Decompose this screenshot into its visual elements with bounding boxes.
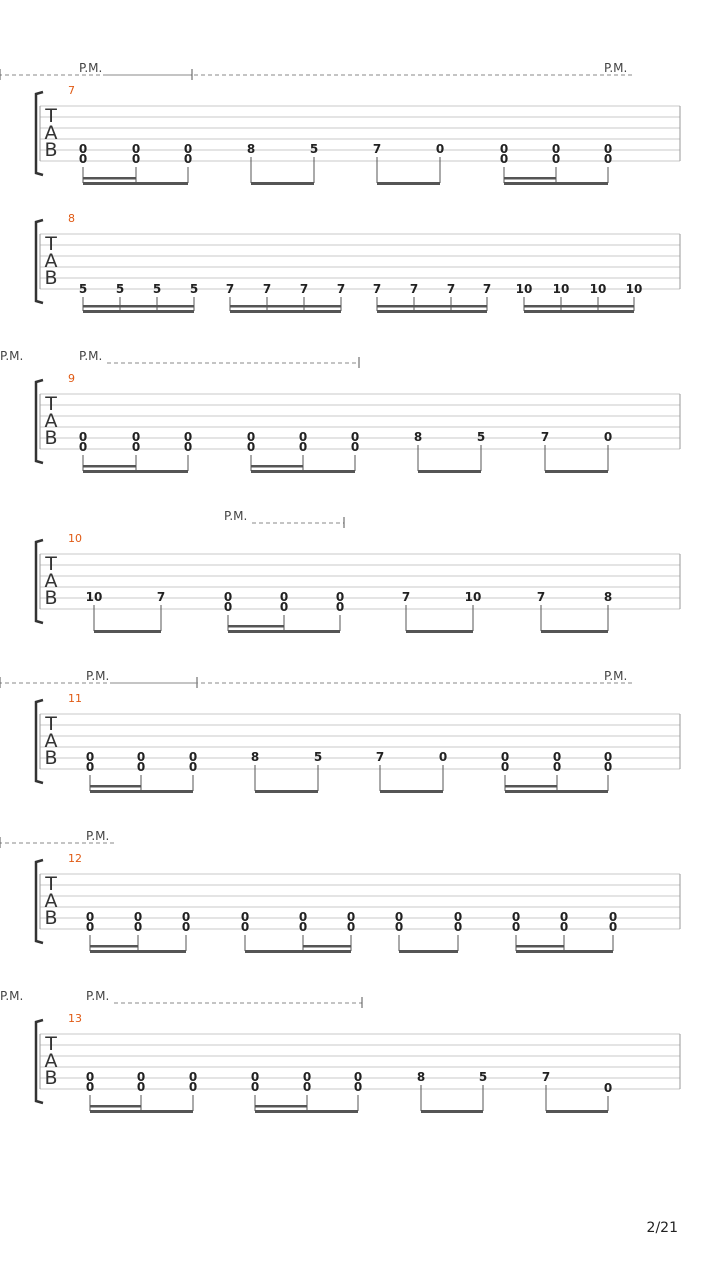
tab-clef-a: A: [44, 730, 58, 752]
fret-number: 8: [250, 750, 260, 764]
fret-number: 0: [133, 920, 143, 934]
fret-number: 0: [223, 590, 233, 604]
beam-secondary: [83, 177, 136, 180]
beam-primary: [504, 182, 608, 185]
tab-clef-t: T: [45, 1033, 57, 1055]
beam-primary: [90, 1110, 193, 1113]
fret-number: 5: [78, 282, 88, 296]
palm-mute-label: P.M.: [0, 989, 24, 1003]
beam-primary: [255, 1110, 358, 1113]
fret-number: 0: [279, 590, 289, 604]
fret-number: 0: [183, 440, 193, 454]
fret-number: 5: [115, 282, 125, 296]
fret-number: 0: [438, 750, 448, 764]
fret-number: 7: [262, 282, 272, 296]
tab-clef-b: B: [44, 427, 58, 449]
tab-clef-b: B: [44, 139, 58, 161]
palm-mute-label: P.M.: [0, 349, 24, 363]
fret-number: 0: [131, 440, 141, 454]
fret-number: 0: [188, 1080, 198, 1094]
fret-number: 7: [446, 282, 456, 296]
fret-number: 7: [482, 282, 492, 296]
tab-clef-t: T: [45, 233, 57, 255]
fret-number: 7: [156, 590, 166, 604]
fret-number: 5: [478, 1070, 488, 1084]
fret-number: 0: [353, 1080, 363, 1094]
fret-number: 8: [246, 142, 256, 156]
fret-number: 0: [552, 760, 562, 774]
fret-number: 0: [350, 430, 360, 444]
fret-number: 10: [589, 282, 607, 296]
fret-number: 0: [298, 430, 308, 444]
beam-primary: [541, 630, 608, 633]
fret-number: 0: [500, 750, 510, 764]
fret-number: 0: [240, 920, 250, 934]
fret-number: 7: [540, 430, 550, 444]
fret-number: 0: [511, 910, 521, 924]
fret-number: 0: [298, 910, 308, 924]
tab-clef-a: A: [44, 890, 58, 912]
fret-number: 0: [85, 750, 95, 764]
fret-number: 8: [416, 1070, 426, 1084]
tab-clef-b: B: [44, 587, 58, 609]
fret-number: 0: [608, 920, 618, 934]
fret-number: 7: [336, 282, 346, 296]
fret-number: 7: [375, 750, 385, 764]
beam-primary: [83, 310, 194, 313]
fret-number: 0: [131, 142, 141, 156]
tab-clef-a: A: [44, 410, 58, 432]
fret-number: 10: [85, 590, 103, 604]
beam-primary: [90, 790, 193, 793]
tab-clef-a: A: [44, 122, 58, 144]
measure-number: 12: [68, 852, 82, 865]
measure-number: 7: [68, 84, 75, 97]
fret-number: 0: [499, 152, 509, 166]
fret-number: 0: [131, 152, 141, 166]
tab-clef-t: T: [45, 393, 57, 415]
fret-number: 0: [603, 152, 613, 166]
tab-clef-b: B: [44, 747, 58, 769]
fret-number: 0: [603, 760, 613, 774]
fret-number: 0: [85, 1080, 95, 1094]
beam-secondary: [83, 305, 194, 308]
fret-number: 0: [78, 152, 88, 166]
fret-number: 0: [603, 1081, 613, 1095]
fret-number: 0: [335, 600, 345, 614]
tab-system: [0, 829, 680, 953]
palm-mute-label: P.M.: [79, 349, 103, 363]
beam-primary: [83, 182, 188, 185]
fret-number: 0: [453, 920, 463, 934]
fret-number: 0: [279, 600, 289, 614]
fret-number: 0: [435, 142, 445, 156]
fret-number: 0: [136, 1070, 146, 1084]
beam-primary: [251, 182, 314, 185]
fret-number: 8: [603, 590, 613, 604]
beam-primary: [377, 182, 440, 185]
fret-number: 0: [85, 760, 95, 774]
fret-number: 7: [536, 590, 546, 604]
fret-number: 5: [313, 750, 323, 764]
beam-primary: [377, 310, 487, 313]
fret-number: 0: [499, 142, 509, 156]
fret-number: 0: [603, 430, 613, 444]
fret-number: 0: [302, 1080, 312, 1094]
fret-number: 0: [136, 750, 146, 764]
fret-number: 0: [559, 920, 569, 934]
beam-secondary: [516, 945, 564, 948]
tab-clef-b: B: [44, 267, 58, 289]
fret-number: 0: [394, 920, 404, 934]
beam-primary: [380, 790, 443, 793]
tab-system: [0, 349, 680, 473]
fret-number: 0: [183, 142, 193, 156]
fret-number: 0: [394, 910, 404, 924]
measure-number: 13: [68, 1012, 82, 1025]
beam-secondary: [505, 785, 557, 788]
fret-number: 0: [298, 920, 308, 934]
fret-number: 0: [188, 1070, 198, 1084]
tab-system: [0, 989, 680, 1113]
fret-number: 0: [131, 430, 141, 444]
fret-number: 0: [603, 750, 613, 764]
beam-secondary: [377, 305, 487, 308]
beam-secondary: [230, 305, 341, 308]
page-number: 2/21: [646, 1220, 678, 1236]
palm-mute-label: P.M.: [86, 829, 110, 843]
palm-mute-label: P.M.: [79, 61, 103, 75]
beam-primary: [251, 470, 355, 473]
palm-mute-label: P.M.: [604, 61, 628, 75]
fret-number: 0: [78, 440, 88, 454]
palm-mute-label: P.M.: [224, 509, 248, 523]
beam-secondary: [90, 1105, 141, 1108]
measure-number: 8: [68, 212, 75, 225]
fret-number: 7: [299, 282, 309, 296]
fret-number: 0: [353, 1070, 363, 1084]
tab-clef-a: A: [44, 570, 58, 592]
tab-system: [36, 509, 680, 633]
fret-number: 7: [541, 1070, 551, 1084]
beam-primary: [421, 1110, 483, 1113]
fret-number: 0: [78, 430, 88, 444]
fret-number: 10: [464, 590, 482, 604]
fret-number: 0: [85, 1070, 95, 1084]
fret-number: 5: [309, 142, 319, 156]
beam-secondary: [228, 625, 284, 628]
fret-number: 0: [511, 920, 521, 934]
fret-number: 0: [181, 920, 191, 934]
beam-primary: [230, 310, 341, 313]
fret-number: 0: [181, 910, 191, 924]
fret-number: 0: [223, 600, 233, 614]
beam-primary: [245, 950, 351, 953]
fret-number: 0: [559, 910, 569, 924]
beam-secondary: [255, 1105, 307, 1108]
tab-clef-a: A: [44, 250, 58, 272]
beam-secondary: [90, 945, 138, 948]
tab-clef-b: B: [44, 1067, 58, 1089]
fret-number: 5: [152, 282, 162, 296]
beam-primary: [524, 310, 634, 313]
beam-secondary: [524, 305, 634, 308]
fret-number: 0: [250, 1070, 260, 1084]
fret-number: 0: [183, 152, 193, 166]
tab-clef-t: T: [45, 553, 57, 575]
fret-number: 0: [608, 910, 618, 924]
beam-primary: [505, 790, 608, 793]
tab-clef-t: T: [45, 713, 57, 735]
fret-number: 0: [500, 760, 510, 774]
fret-number: 0: [453, 910, 463, 924]
fret-number: 0: [603, 142, 613, 156]
tab-system: [36, 212, 680, 313]
beam-primary: [546, 1110, 608, 1113]
fret-number: 0: [85, 910, 95, 924]
beam-secondary: [90, 785, 141, 788]
measure-number: 11: [68, 692, 82, 705]
fret-number: 0: [188, 760, 198, 774]
fret-number: 0: [346, 910, 356, 924]
fret-number: 0: [250, 1080, 260, 1094]
beam-primary: [516, 950, 613, 953]
beam-primary: [255, 790, 318, 793]
fret-number: 10: [625, 282, 643, 296]
tab-system: [0, 61, 680, 185]
fret-number: 10: [515, 282, 533, 296]
fret-number: 0: [136, 1080, 146, 1094]
fret-number: 0: [551, 152, 561, 166]
fret-number: 0: [183, 430, 193, 444]
fret-number: 0: [133, 910, 143, 924]
fret-number: 0: [302, 1070, 312, 1084]
fret-number: 0: [78, 142, 88, 156]
fret-number: 0: [240, 910, 250, 924]
fret-number: 0: [246, 430, 256, 444]
fret-number: 0: [335, 590, 345, 604]
fret-number: 8: [413, 430, 423, 444]
measure-number: 9: [68, 372, 75, 385]
fret-number: 5: [189, 282, 199, 296]
fret-number: 0: [136, 760, 146, 774]
beam-secondary: [303, 945, 351, 948]
fret-number: 0: [350, 440, 360, 454]
fret-number: 0: [85, 920, 95, 934]
fret-number: 0: [551, 142, 561, 156]
fret-number: 7: [372, 142, 382, 156]
fret-number: 0: [552, 750, 562, 764]
beam-secondary: [251, 465, 303, 468]
fret-number: 10: [552, 282, 570, 296]
tab-system: [0, 669, 680, 793]
beam-primary: [418, 470, 481, 473]
tab-clef-b: B: [44, 907, 58, 929]
fret-number: 0: [188, 750, 198, 764]
palm-mute-label: P.M.: [86, 989, 110, 1003]
tab-clef-a: A: [44, 1050, 58, 1072]
fret-number: 0: [298, 440, 308, 454]
fret-number: 5: [476, 430, 486, 444]
beam-primary: [228, 630, 340, 633]
beam-primary: [545, 470, 608, 473]
fret-number: 0: [346, 920, 356, 934]
fret-number: 7: [225, 282, 235, 296]
beam-primary: [399, 950, 458, 953]
tab-clef-t: T: [45, 873, 57, 895]
fret-number: 0: [246, 440, 256, 454]
fret-number: 7: [401, 590, 411, 604]
fret-number: 7: [409, 282, 419, 296]
beam-primary: [406, 630, 473, 633]
measure-number: 10: [68, 532, 82, 545]
fret-number: 7: [372, 282, 382, 296]
beam-primary: [83, 470, 188, 473]
beam-secondary: [504, 177, 556, 180]
beam-secondary: [83, 465, 136, 468]
beam-primary: [94, 630, 161, 633]
tab-clef-t: T: [45, 105, 57, 127]
palm-mute-label: P.M.: [86, 669, 110, 683]
palm-mute-label: P.M.: [604, 669, 628, 683]
beam-primary: [90, 950, 186, 953]
